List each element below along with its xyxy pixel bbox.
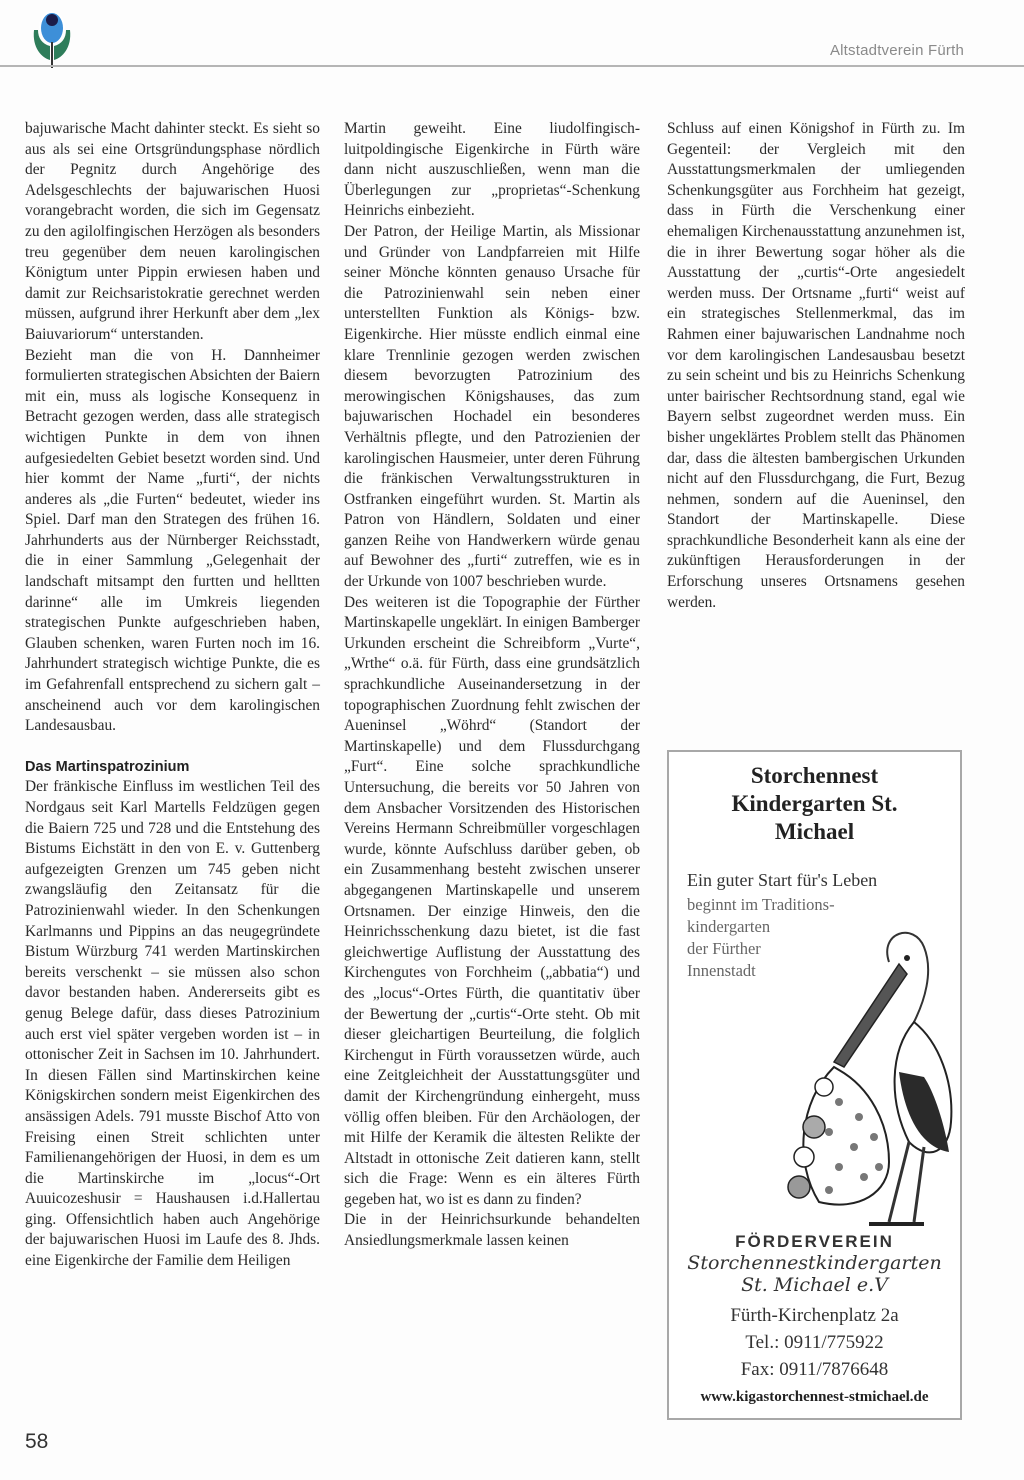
- ad-title-line: Kindergarten St.: [731, 791, 898, 816]
- ad-address: Fürth-Kirchenplatz 2a: [730, 1305, 899, 1326]
- ad-title-line: Michael: [774, 819, 855, 844]
- ad-contact: [669, 1302, 960, 1383]
- ad-phone: Tel.: 0911/775922: [745, 1332, 884, 1353]
- text-column-2: [344, 119, 640, 1252]
- paragraph: Schluss auf einen Königshof in Fürth zu. Im Gegenteil: der Vergleich mit den Ausstattungsmerkmalen der umliegenden Schenkungsgüter aus Forchheim hat gezeigt, dass in Fürth die Verschenkung einer ehemaligen Kirchenausstattung anzunehmen ist, die in ihrer Bewertung sogar höher als die Ausstattung der „curtis“-Orte angesiedelt werden muss. Der Ortsname „furti“ weist auf ein strategisches Stellenmerkmal, das im Rahmen einer bajuwarischen Landnahme noch vor dem karolingischen Landesausbau besetzt zu sein scheint und bis zu Heinrichs Schenkung unter bairischer Rechtsordnung stand, egal wie Bayern selbst zugeordnet werden muss. Ein bisher ungeklärtes Problem stellt das Phänomen dar, dass die ältesten bambergischen Urkunden nicht auf den Flussdurchgang, die Furt, Bezug nehmen, sondern auf die Aueninsel, den Standort der Martinskapelle. Diese sprachkundliche Besonderheit kann als eine der zukünftigen Herausforderungen in der Erforschung unseres Ortsnamens gesehen werden.: [667, 120, 965, 611]
- paragraph: Bezieht man die von H. Dannheimer formulierten strategischen Absichten der Baiern mit ein, muss als logische Konsequenz in Betracht gezogen werden, dass alle strategisch wichtigen Punkte in dem von ihnen aufgesiedelten Gebiet besetzt worden sind. Und hier kommt der Name „furti“, der nichts anderes als „die Furten“ bedeutet, wieder ins Spiel. Darf man den Strategen des frühen 16. Jahrhunderts aus der Nürnberger Reichsstadt, die in einer Sammlung „Gelegenhait der landschaft mitsampt den furtten und helltten darinne“ alle im Umkreis liegenden strategischen Punkte aufgeschrieben haben, Glauben schenken, waren Furten noch im 16. Jahrhundert strategisch wichtige Punkte, die es im Gefahrenfall entsprechend zu sichern galt – anscheinend auch vor dem karolingischen Landesausbau.: [25, 346, 320, 735]
- altstadtverein-logo-icon: [28, 8, 76, 68]
- paragraph: Der fränkische Einfluss im westlichen Teil des Nordgaus seit Karl Martells Feldzügen gegen die Baiern 725 und 728 und die Entstehung des Bistums Eichstätt in den von E. v. Guttenberg aufgezeigten Grenzen um 745 geben nicht zwangsläufig den Zeitansatz für die Patrozinienwahl wieder. In den Schenkungen Karlmanns und Pippins an das neugegründete Bistum Würzburg 741 werden Martinskirchen bereits verschenkt – sie müssen also schon davor bestanden haben. Andererseits gibt es genug Belege dafür, dass dieses Patrozinium auch erst viel später vergeben worden ist – in ottonischer Zeit in Sachsen im 10. Jahrhundert. In diesen Fällen sind Martinskirchen keine Königskirchen sondern meist Eigenkirchen des ansässigen Adels. 791 musste Bischof Atto von Freising einen Streit schlichten unter Familienangehörigen der Huosi, in dem es um die Martinskirche im „locus“-Ort Auuicozeshusir = Haushausen i.d.Hallertau ging. Offensichtlich haben auch Angehörige der bajuwarischen Huosi im Laufe des 8. Jhds. eine Eigenkirche der Familie dem Heiligen: [25, 778, 320, 1270]
- stork-illustration-icon: [739, 902, 959, 1232]
- page-number: 58: [25, 1430, 49, 1453]
- ad-slogan: Ein guter Start für's Leben: [687, 870, 878, 890]
- publication-title: Altstadtverein Fürth: [829, 42, 964, 59]
- ad-fax: Fax: 0911/7876648: [740, 1359, 889, 1380]
- ad-text-line: der Fürther: [687, 939, 761, 958]
- foerderverein-label: FÖRDERVEREIN: [735, 1232, 894, 1251]
- script-line: Storchennestkindergarten: [687, 1252, 942, 1274]
- text-column-1: [25, 119, 320, 1272]
- paragraph: Die in der Heinrichsurkunde behandelten Ansiedlungsmerkmale lassen keinen: [344, 1211, 640, 1250]
- page-header: [0, 0, 1024, 70]
- paragraph: Des weiteren ist die Topographie der Fürther Martinskapelle ungeklärt. In einigen Bamberger Urkunden erscheint die Schreibform „Vurte“, „Wrthe“ o.ä. für Fürth, dass eine grundsätzlich sprachkundliche Auseinandersetzung in der topographischen Zuordnung fehlt zwischen der Aueninsel „Wöhrd“ (Standort der Martinskapelle) und dem Flussdurchgang „Furt“. Eine solche sprachkundliche Untersuchung, die bereits vor 50 Jahren von dem Ansbacher Vorsitzenden des Historischen Vereins Hermann Schreibmüller vorgeschlagen wurde, könnte Aufschluss darüber geben, ob ein Zusammenhang besteht zwischen unserer abgegangenen Martinskapelle und unserem Ortsnamen. Der einzige Hinweis, den die Heinrichsschenkung dazu bietet, ist die fast gleichwertige Auflistung der Ausstattung des Kirchengutes von Forchheim („abbatia“) und des „locus“-Ortes Fürth, die quantitativ über der Bewertung der „curtis“-Orte steht. Ob mit dieser gleichartigen Beurteilung, die folglich Kirchengut in Fürth voraussetzen würde, auch eine Zeitgleichheit der Ausstattungsgüter und damit der Kirchengründung einhergeht, muss völlig offen bleiben. Für den Archäologen, der mit Hilfe der Keramik die ältesten Relikte der Altstadt in ottonische Zeit datieren kann, stellt sich die Frage: Wenn es ein älteres Fürth gegeben hat, wo ist es dann zu finden?: [344, 593, 640, 1208]
- ad-text-line: kindergarten: [687, 917, 771, 936]
- ad-text-line: beginnt im Traditions-: [687, 895, 835, 914]
- header-divider: [0, 65, 1024, 67]
- foerderverein-script: [669, 1252, 960, 1296]
- text-column-3: [667, 119, 965, 613]
- ad-website-link[interactable]: www.kigastorchennest-stmichael.de: [700, 1389, 929, 1405]
- ad-title: [669, 762, 960, 846]
- ad-title-line: Storchennest: [750, 763, 879, 788]
- paragraph: bajuwarische Macht dahinter steckt. Es sieht so aus als sei eine Ortsgründungsphase nördlich der Pegnitz durch Angehörige des Adelsgeschlechts der bajuwarischen Huosi vorangebracht worden, die sich im Gegensatz zu den agilolfingischen Herzögen als besonders treu gegenüber dem neuen karolingischen Königtum unter Pippin erwiesen haben und damit zur Reichsaristokratie gerechnet werden müssen, aufgrund ihrer Herkunft aber dem „lex Baiuvariorum“ unterstanden.: [25, 120, 320, 343]
- script-line: St. Michael e.V: [741, 1274, 888, 1296]
- kindergarten-advertisement: [667, 750, 962, 1420]
- paragraph: Der Patron, der Heilige Martin, als Missionar und Gründer von Landpfarreien mit Hilfe seiner Mönche könnten genauso Ursache für die Patrozinienwahl sein neben einer unterstellten Funktion als Königs- bzw. Eigenkirche. Hier müsste endlich einmal eine klare Trennlinie gezogen werden zwischen diesem bevorzugten Patrozinium des merowingischen Königshauses, das zum bajuwarischen Hochadel ein besonderes Verhältnis pflegte, und den Patrozienien der karolingischen Hausmeier, unter deren Führung die fränkischen Verwaltungsstrukturen in Ostfranken eingeführt wurden. St. Martin als Patron von Händlern, Soldaten und einer ganzen Reihe von Handwerkern würde genau auf Bewohner des „furti“ zutreffen, wie es in der Urkunde von 1007 beschrieben wurde.: [344, 222, 640, 591]
- section-heading: Das Martinspatrozinium: [25, 758, 190, 775]
- paragraph: Martin geweiht. Eine liudolfingisch-luitpoldingische Eigenkirche in Fürth wäre dann nicht auszuschließen, wenn man die Überlegungen zur „proprietas“-Schenkung Heinrichs einbezieht.: [344, 120, 640, 220]
- ad-text-line: Innenstadt: [687, 961, 756, 980]
